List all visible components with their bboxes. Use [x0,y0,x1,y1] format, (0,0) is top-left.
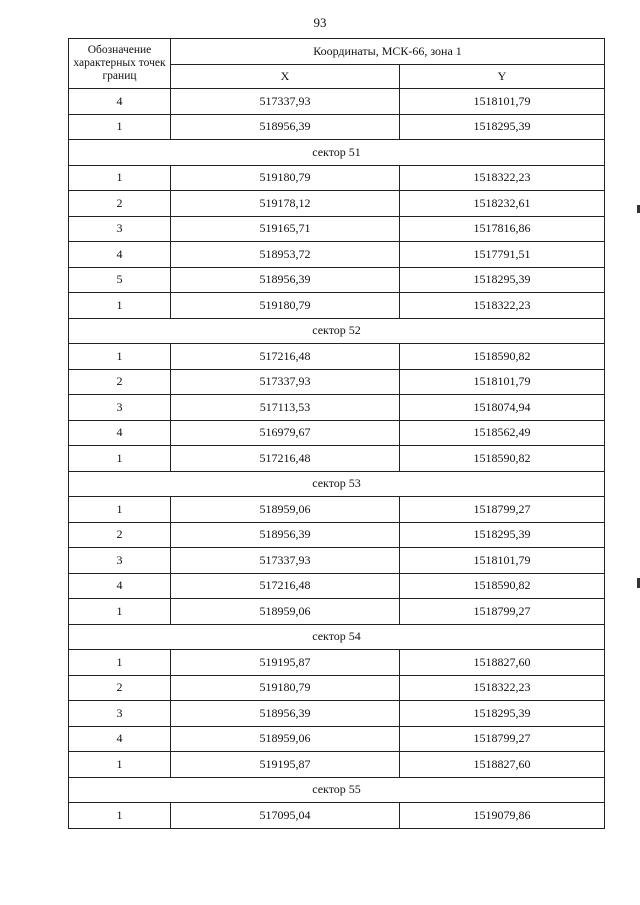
y-cell: 1518101,79 [400,369,605,395]
table-row [69,522,605,548]
sector-label: сектор 55 [69,777,605,803]
table-row [69,497,605,523]
y-cell: 1518799,27 [400,599,605,625]
y-cell: 1518101,79 [400,89,605,115]
x-cell: 517113,53 [171,395,400,421]
point-cell: 2 [69,522,171,548]
y-cell: 1518322,23 [400,165,605,191]
x-cell: 519180,79 [171,165,400,191]
x-cell: 518956,39 [171,701,400,727]
x-cell: 519180,79 [171,675,400,701]
x-cell: 519195,87 [171,650,400,676]
points-column-header: Обозначение характерных точек границ [69,39,171,89]
y-cell: 1518827,60 [400,752,605,778]
table-row [69,701,605,727]
x-cell: 517095,04 [171,803,400,829]
x-cell: 517216,48 [171,344,400,370]
point-cell: 5 [69,267,171,293]
y-cell: 1518295,39 [400,114,605,140]
table-row [69,89,605,115]
y-cell: 1518295,39 [400,522,605,548]
point-cell: 1 [69,803,171,829]
table-row [69,446,605,472]
y-cell: 1519079,86 [400,803,605,829]
y-cell: 1518590,82 [400,573,605,599]
table-row [69,752,605,778]
table-body [69,89,605,829]
y-cell: 1517791,51 [400,242,605,268]
y-cell: 1518799,27 [400,497,605,523]
table-row [69,650,605,676]
y-cell: 1518562,49 [400,420,605,446]
sector-row [69,140,605,166]
y-column-header: Y [400,65,605,89]
table-row [69,675,605,701]
table-row [69,803,605,829]
point-cell: 3 [69,216,171,242]
sector-row [69,471,605,497]
point-cell: 2 [69,675,171,701]
y-cell: 1518101,79 [400,548,605,574]
point-cell: 1 [69,165,171,191]
point-cell: 3 [69,548,171,574]
point-cell: 4 [69,242,171,268]
point-cell: 1 [69,446,171,472]
x-cell: 518956,39 [171,522,400,548]
x-cell: 517337,93 [171,89,400,115]
table-row [69,726,605,752]
x-cell: 519195,87 [171,752,400,778]
coordinates-table [68,38,605,829]
y-cell: 1518799,27 [400,726,605,752]
x-cell: 518956,39 [171,114,400,140]
point-cell: 1 [69,114,171,140]
point-cell: 1 [69,344,171,370]
table-row [69,242,605,268]
table-row [69,267,605,293]
y-cell: 1518590,82 [400,344,605,370]
x-cell: 519180,79 [171,293,400,319]
table-row [69,599,605,625]
point-cell: 4 [69,726,171,752]
x-cell: 518953,72 [171,242,400,268]
table-header [69,39,605,89]
x-cell: 517337,93 [171,548,400,574]
point-cell: 1 [69,752,171,778]
x-column-header: X [171,65,400,89]
point-cell: 2 [69,369,171,395]
x-cell: 517337,93 [171,369,400,395]
sector-row [69,777,605,803]
table-row [69,114,605,140]
point-cell: 1 [69,650,171,676]
y-cell: 1518232,61 [400,191,605,217]
point-cell: 4 [69,89,171,115]
x-cell: 519178,12 [171,191,400,217]
y-cell: 1518322,23 [400,293,605,319]
x-cell: 518959,06 [171,599,400,625]
y-cell: 1517816,86 [400,216,605,242]
x-cell: 518956,39 [171,267,400,293]
point-cell: 4 [69,573,171,599]
y-cell: 1518074,94 [400,395,605,421]
sector-row [69,318,605,344]
point-cell: 1 [69,497,171,523]
table-row [69,573,605,599]
y-cell: 1518322,23 [400,675,605,701]
point-cell: 3 [69,395,171,421]
x-cell: 518959,06 [171,497,400,523]
y-cell: 1518295,39 [400,267,605,293]
x-cell: 517216,48 [171,446,400,472]
table-row [69,216,605,242]
table-row [69,369,605,395]
point-cell: 1 [69,293,171,319]
table-row [69,395,605,421]
x-cell: 516979,67 [171,420,400,446]
table-row [69,191,605,217]
x-cell: 517216,48 [171,573,400,599]
table-row [69,548,605,574]
x-cell: 518959,06 [171,726,400,752]
y-cell: 1518295,39 [400,701,605,727]
sector-label: сектор 52 [69,318,605,344]
table-row [69,293,605,319]
sector-label: сектор 53 [69,471,605,497]
x-cell: 519165,71 [171,216,400,242]
table-row [69,420,605,446]
point-cell: 4 [69,420,171,446]
table-row [69,165,605,191]
sector-label: сектор 54 [69,624,605,650]
point-cell: 3 [69,701,171,727]
page-number: 93 [313,15,327,30]
point-cell: 2 [69,191,171,217]
sector-row [69,624,605,650]
y-cell: 1518590,82 [400,446,605,472]
coordinates-column-header: Координаты, МСК-66, зона 1 [171,39,605,65]
point-cell: 1 [69,599,171,625]
table-row [69,344,605,370]
sector-label: сектор 51 [69,140,605,166]
y-cell: 1518827,60 [400,650,605,676]
